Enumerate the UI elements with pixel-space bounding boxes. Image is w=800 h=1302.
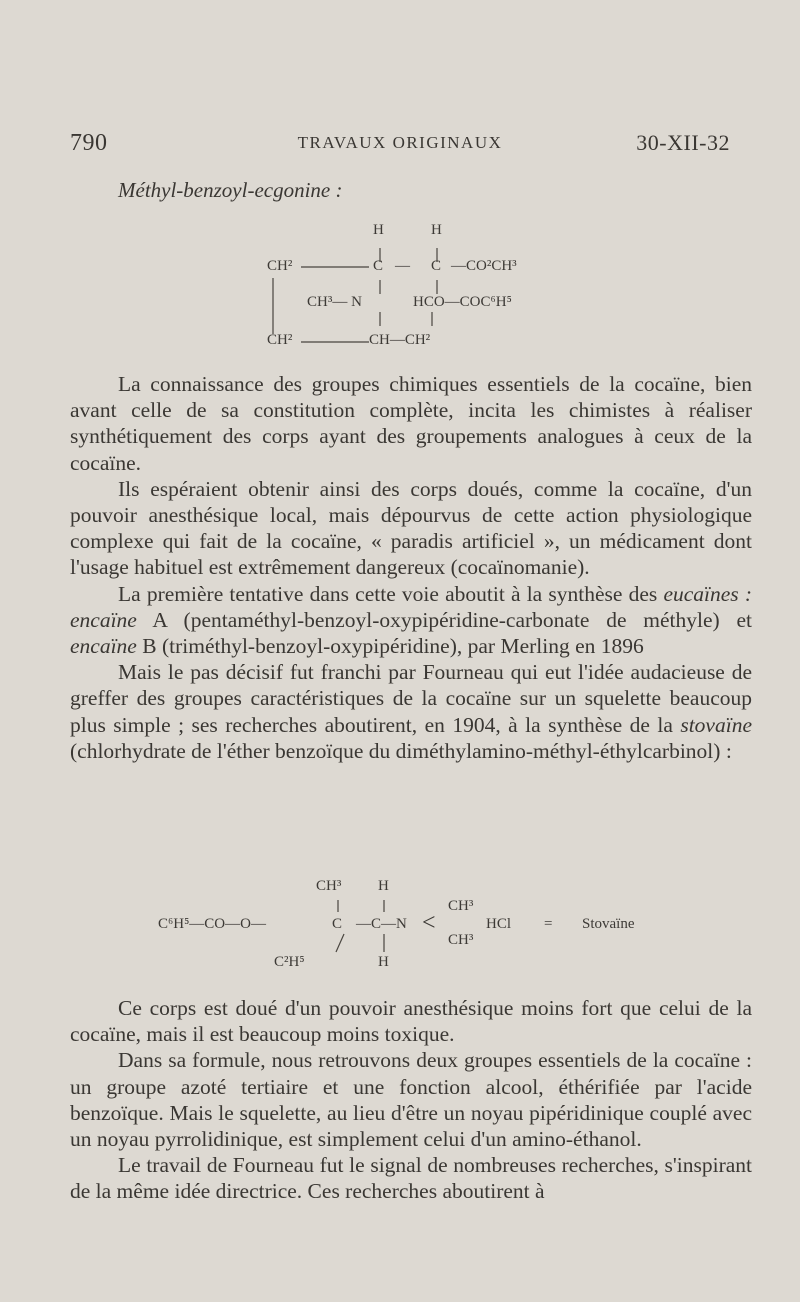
amine-carbon: —C—N	[356, 916, 407, 932]
paragraph	[70, 581, 752, 660]
benzoyl-group: HCO—COC⁶H⁵	[413, 294, 512, 310]
section-subtitle: Méthyl-benzoyl-ecgonine :	[118, 178, 343, 202]
text-run: La première tentative dans cette voie aboutit à la synthèse des	[118, 581, 664, 606]
paragraph: Dans sa formule, nous retrouvons deux groupes essentiels de la cocaïne : un groupe azoté tertiaire et une fonction alcool, éthérifiée par l'acide benzoïque. Mais le squelette, au lieu d'être un noyau pipéridinique couplé avec un noyau pyrrolidinique, est simplement celui d'un amino-éthanol.	[70, 1048, 752, 1152]
hcl: HCl	[486, 916, 512, 932]
text-block-a	[70, 371, 752, 764]
ch3-group: CH³	[448, 932, 474, 948]
h-atom: H	[378, 954, 389, 970]
ch2-group: CH²	[267, 258, 293, 274]
bond-dash: —	[395, 258, 410, 274]
italic-term: stovaïne	[680, 712, 752, 737]
equals-sign: =	[544, 916, 553, 932]
ethyl-group: C²H⁵	[274, 954, 305, 970]
paragraph: Le travail de Fourneau fut le signal de nombreuses recherches, s'inspirant de la même idée directrice. Ces recherches aboutirent à	[70, 1153, 752, 1204]
h-atom: H	[378, 878, 389, 894]
text-block-b	[70, 995, 752, 1205]
page-number: 790	[70, 130, 108, 156]
text-run: B (triméthyl-benzoyl-oxypipéridine), par Merling en 1896	[136, 634, 644, 659]
running-header	[70, 130, 730, 160]
ch3-group: CH³	[448, 898, 474, 914]
paragraph: Ce corps est doué d'un pouvoir anesthésique moins fort que celui de la cocaïne, mais il est beaucoup moins toxique.	[70, 996, 752, 1047]
ch-ch2-group: CH—CH²	[369, 332, 431, 348]
h-atom: H	[431, 222, 442, 238]
ester-group: —CO²CH³	[451, 258, 517, 274]
c-atom: C	[373, 258, 384, 274]
italic-term: encaïne	[70, 634, 137, 659]
ch3-group: CH³	[316, 878, 342, 894]
text-run: (chlorhydrate de l'éther benzoïque du diméthylamino-méthyl-éthylcarbinol) :	[70, 738, 732, 763]
paragraph: La connaissance des groupes chimiques essentiels de la cocaïne, bien avant celle de sa constitution complète, incita les chimistes à réaliser synthétiquement des corps ayant des groupements analogues à ceux de la cocaïne.	[70, 372, 752, 475]
paragraph: Ils espéraient obtenir ainsi des corps doués, comme la cocaïne, d'un pouvoir anesthésique local, mais dépourvus de cette action physiologique complexe qui fait de la cocaïne, « paradis artificiel », un médicament dont l'usage habituel est extrêmement dangereux (cocaïnomanie).	[70, 476, 752, 580]
branch-symbol: <	[422, 910, 436, 936]
h-atom: H	[373, 222, 384, 238]
text-run: Mais le pas décisif fut franchi par Fourneau qui eut l'idée audacieuse de greffer des groupes caractéristiques de la cocaïne sur un squelette beaucoup plus simple ; ses recherches aboutirent, en 1904, à la synthèse de la	[70, 660, 752, 737]
paragraph	[70, 659, 752, 764]
running-title: TRAVAUX ORIGINAUX	[297, 133, 503, 152]
ecgonine-formula	[265, 222, 585, 357]
c-atom: C	[332, 916, 343, 932]
c-atom: C	[431, 258, 442, 274]
compound-name: Stovaïne	[582, 916, 635, 932]
issue-date: 30-XII-32	[636, 130, 730, 155]
n-methyl-group: CH³— N	[307, 294, 362, 310]
benzoate-group: C⁶H⁵—CO—O—	[158, 916, 266, 932]
ch2-group: CH²	[267, 332, 293, 348]
italic-term: eucaïnes : encaïne	[70, 581, 752, 632]
text-run: A (pentaméthyl-benzoyl-oxypipéridine-carbonate de méthyle) et	[136, 607, 752, 632]
stovaine-formula	[158, 878, 698, 978]
